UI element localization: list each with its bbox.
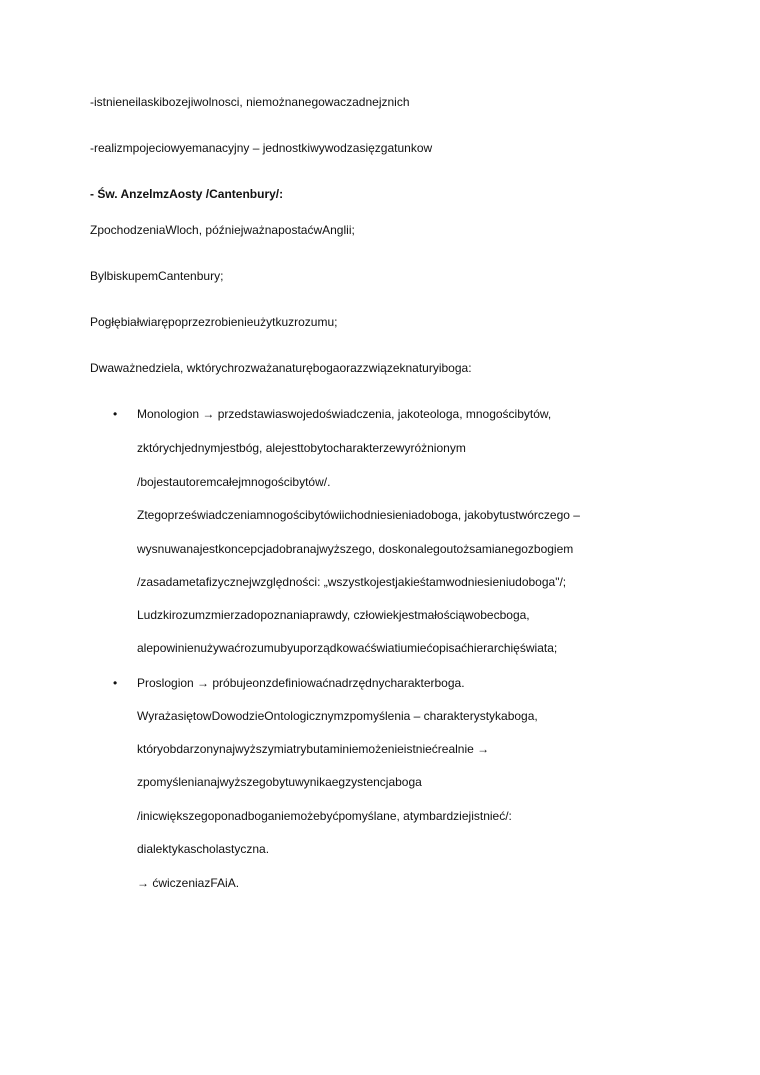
bullet-2-line: /inicwiększegoponadboganiemożebyćpomyślane, atymbardziejistnieć/: bbox=[137, 809, 512, 823]
bullet-1-line: zktórychjednymjestbóg, alejesttobytocharakterzewyróżnionym bbox=[137, 441, 466, 455]
bullet-2-line: WyrażasiętowDowodzieOntologicznymzpomyślenia – charakterystykaboga, bbox=[137, 709, 538, 723]
bullet-2-line: dialektykascholastyczna. bbox=[137, 842, 270, 856]
bullet-1-line: Ludzkirozumzmierzadopoznaniaprawdy, człowiekjestmałościąwobecboga, bbox=[137, 608, 530, 622]
text-line-5: BylbiskupemCantenbury; bbox=[90, 269, 224, 283]
text-line-6: Pogłębiałwiarępoprzezrobienieużytkuzrozumu; bbox=[90, 315, 338, 329]
bullet-1-line: Ztegoprzeświadczeniamnogościbytówiichodniesieniadoboga, jakobytustwórczego – bbox=[137, 508, 580, 522]
bullet-2-line: zpomyślenianajwyższegobytuwynikaegzystencjaboga bbox=[137, 775, 422, 789]
bullet-2-line: → ćwiczeniazFAiA. bbox=[137, 876, 240, 890]
text-line-1: -istnieneilaskibozejiwolnosci, niemożnanegowaczadnejznich bbox=[90, 95, 410, 109]
section-heading: - Św. AnzelmzAosty /Cantenbury/: bbox=[90, 187, 284, 201]
text-line-4: ZpochodzeniaWloch, późniejważnapostaćwAnglii; bbox=[90, 223, 355, 237]
bullet-1-line: alepowinienużywaćrozumubyuporządkowaćświatiumiećopisaćhierarchięświata; bbox=[137, 641, 558, 655]
bullet-1-line: /bojestautoremcałejmnogościbytów/. bbox=[137, 475, 331, 489]
bullet-2-line: któryobdarzonynajwyższymiatrybutaminiemożenieistniećrealnie → bbox=[137, 742, 490, 756]
bullet-marker: • bbox=[113, 407, 118, 421]
bullet-1-line: Monologion → przedstawiaswojedoświadczenia, jakoteologa, mnogościbytów, bbox=[137, 407, 552, 421]
bullet-1-line: wysnuwanajestkoncepcjadobranajwyższego, doskonalegoutożsamianegozbogiem bbox=[137, 542, 574, 556]
text-line-2: -realizmpojeciowyemanacyjny – jednostkiwywodzasięzgatunkow bbox=[90, 141, 433, 155]
bullet-marker: • bbox=[113, 676, 118, 690]
bullet-1-line: /zasadametafizycznejwzględności: „wszystkojestjakieśtamwodniesieniudoboga"/; bbox=[137, 575, 567, 589]
bullet-2-line: Proslogion → próbujeonzdefiniowaćnadrzędnycharakterboga. bbox=[137, 676, 465, 690]
text-line-7: Dwaważnedziela, wktórychrozważanaturębogaorazzwiązeknaturyiboga: bbox=[90, 361, 472, 375]
